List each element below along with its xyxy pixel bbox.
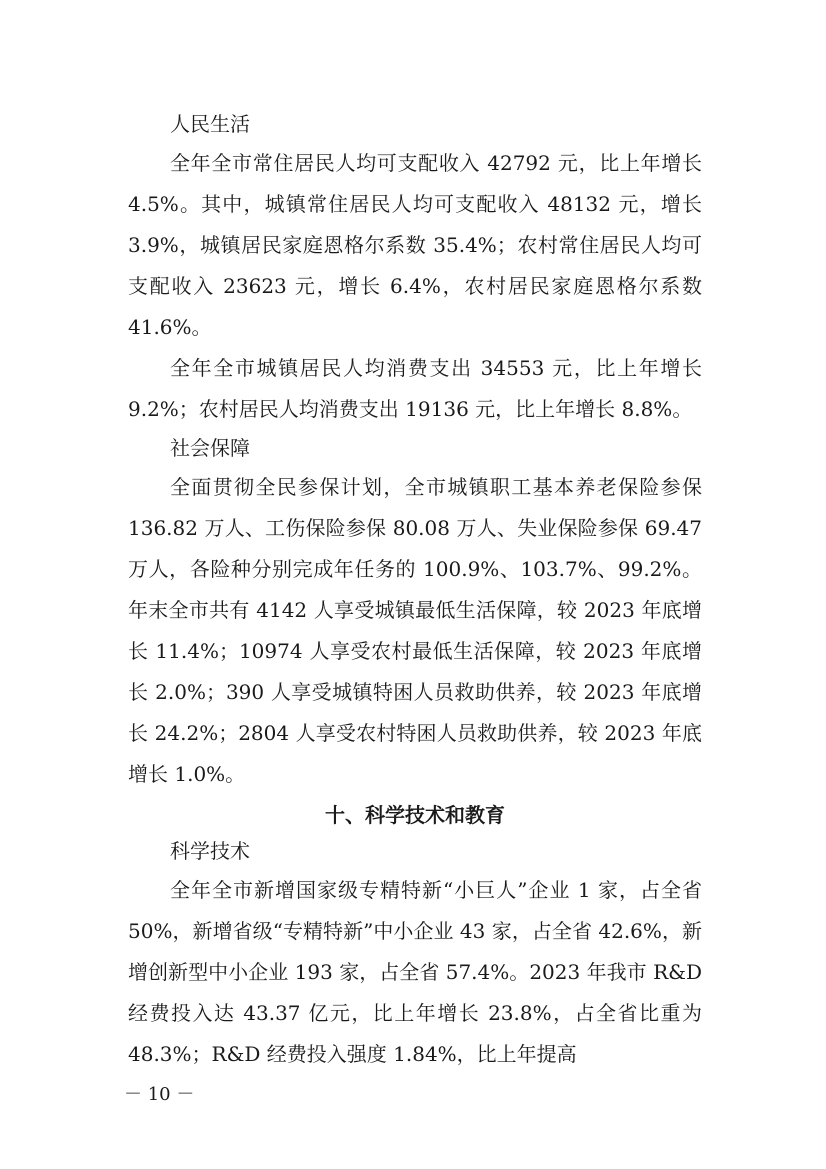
paragraph-social-security: 全面贯彻全民参保计划，全市城镇职工基本养老保险参保 136.82 万人、工伤保险参保 80.08 万人、失业保险参保 69.47 万人，各险种分别完成年任务的 100.9%、103.7%、99.2%。年末全市共有 4142 人享受城镇最低生活保障，较 2023 年底增长 11.4%；10974 人享受农村最低生活保障，较 2023 年底增长 2.0%；390 人享受城镇特困人员救助供养，较 2023 年底增长 24.2%；2804 人享受农村特困人员救助供养，较 2023 年底增长 1.0%。 bbox=[128, 475, 702, 786]
section-heading-science: 科学技术 bbox=[170, 839, 250, 863]
page-number: － 10 － bbox=[124, 1084, 195, 1105]
paragraph-income: 全年全市常住居民人均可支配收入 42792 元，比上年增长 4.5%。其中，城镇常住居民人均可支配收入 48132 元，增长 3.9%，城镇居民家庭恩格尔系数 35.4%；农村常住居民人均可支配收入 23623 元，增长 6.4%，农村居民家庭恩格尔系数 41.6%。 bbox=[128, 151, 702, 339]
paragraph-consumption: 全年全市城镇居民人均消费支出 34553 元，比上年增长 9.2%；农村居民人均消费支出 19136 元，比上年增长 8.8%。 bbox=[128, 356, 702, 421]
paragraph-science: 全年全市新增国家级专精特新“小巨人”企业 1 家，占全省 50%，新增省级“专精特新”中小企业 43 家，占全省 42.6%，新增创新型中小企业 193 家，占全省 57.4%。2023 年我市 R&D 经费投入达 43.37 亿元，比上年增长 23.8%，占全省比重为 48.3%；R&D 经费投入强度 1.84%，比上年提高 bbox=[128, 878, 702, 1066]
document-body bbox=[128, 106, 702, 1075]
chapter-title: 十、科学技术和教育 bbox=[325, 803, 505, 827]
section-heading-living: 人民生活 bbox=[170, 112, 250, 136]
section-heading-social-security: 社会保障 bbox=[170, 436, 250, 460]
